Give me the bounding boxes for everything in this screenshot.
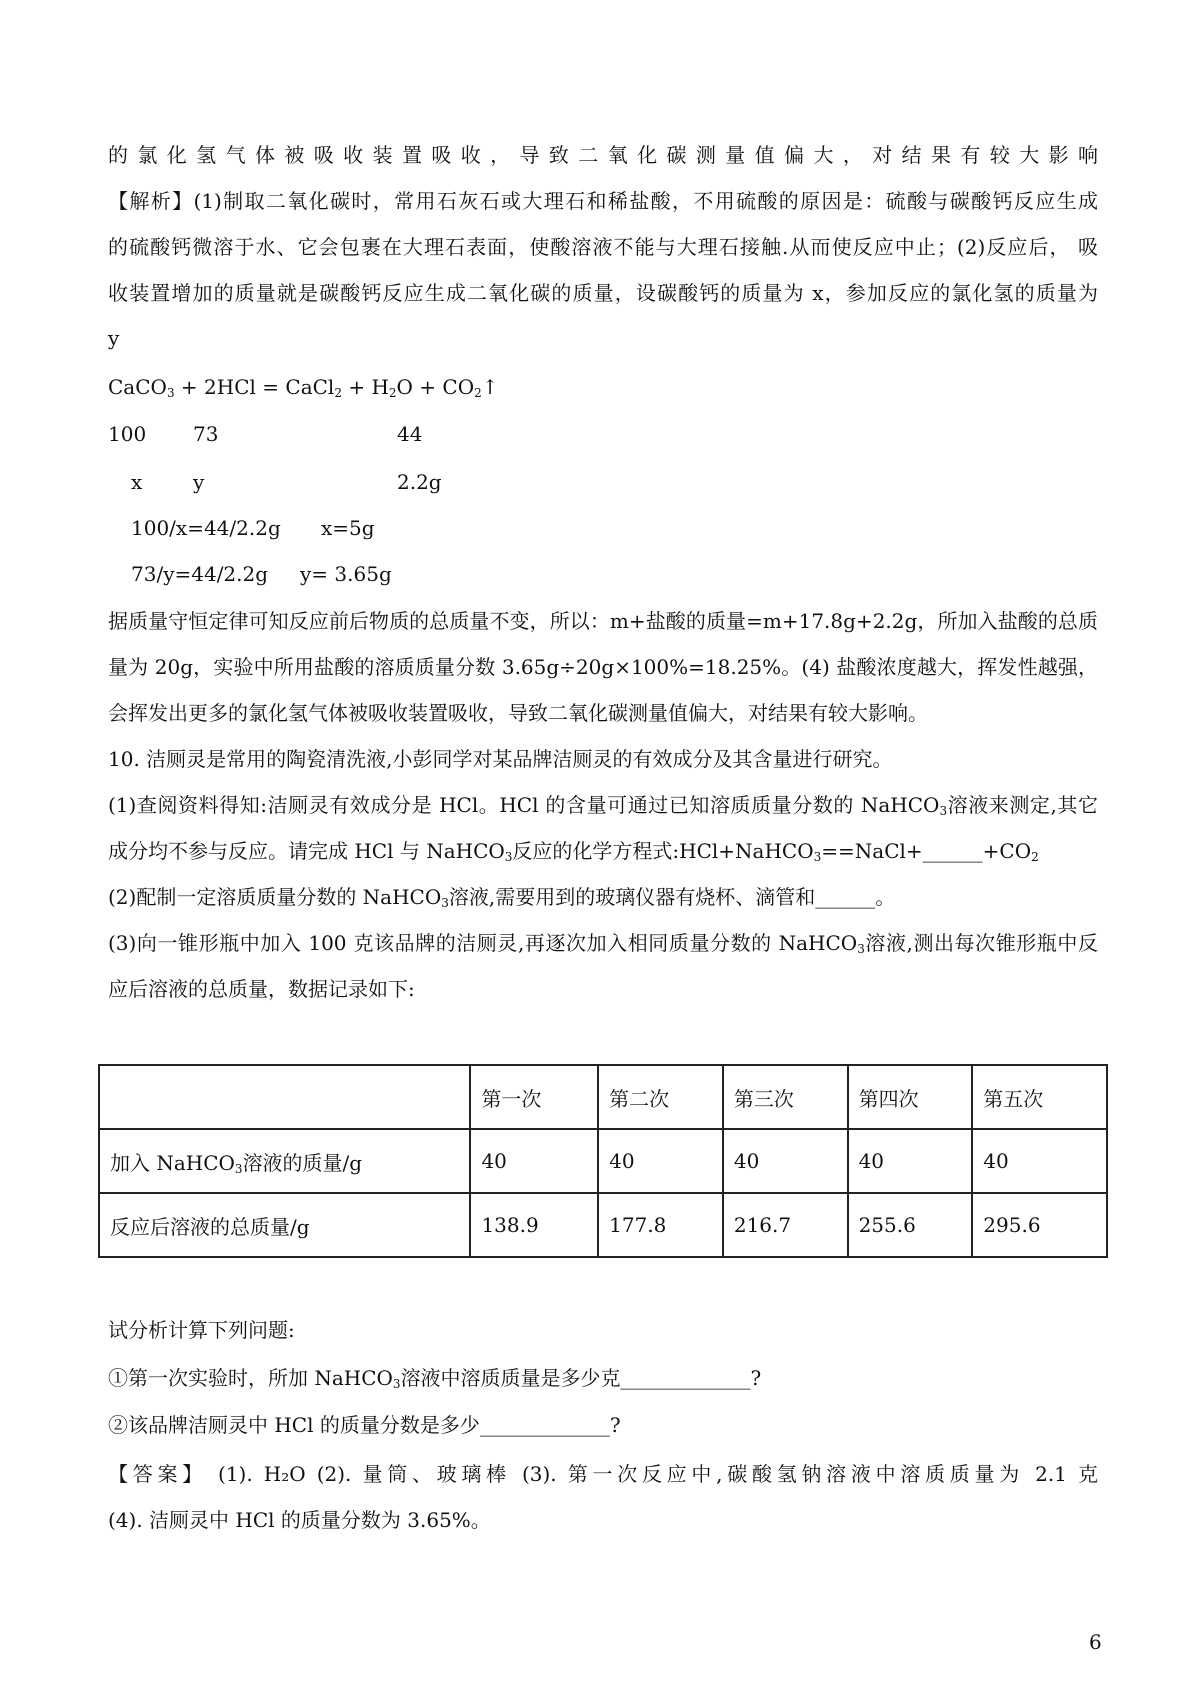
text-line: 【解析】(1)制取二氧化碳时，常用石灰石或大理石和稀盐酸，不用硫酸的原因是：硫酸与碳酸钙反应生成 — [108, 189, 1098, 213]
table-cell: 40 — [470, 1129, 598, 1193]
text-line: 据质量守恒定律可知反应前后物质的总质量不变，所以：m+盐酸的质量=m+17.8g+2.2g，所加入盐酸的总质 — [108, 609, 1098, 633]
text-line: y — [108, 326, 120, 350]
text-line: 的硫酸钙微溶于水、它会包裹在大理石表面，使酸溶液不能与大理石接触.从而使反应中止；(2)反应后， 吸 — [108, 235, 1098, 259]
table-cell: 255.6 — [848, 1193, 973, 1257]
ratio-value: 73 — [193, 422, 219, 446]
subscript: 3 — [813, 850, 822, 864]
calc-step: 100/x=44/2.2g — [131, 516, 281, 540]
chemical-equation — [108, 373, 499, 407]
ratio-value: y — [193, 470, 205, 494]
question-part — [108, 929, 1098, 963]
equation-part: O + CO — [396, 375, 475, 399]
data-table — [98, 1064, 1108, 1258]
subscript: 2 — [334, 386, 342, 400]
ratio-value: x — [131, 470, 143, 494]
subscript: 3 — [166, 386, 175, 400]
text-span: (1)查阅资料得知:洁厕灵有效成分是 HCl。HCl 的含量可通过已知溶质质量分数的 NaHCO — [108, 793, 940, 817]
table-row — [99, 1129, 1107, 1193]
calc-result: x=5g — [321, 516, 375, 540]
table-header-cell: 第三次 — [723, 1065, 848, 1129]
subscript: 3 — [857, 942, 865, 956]
subscript: 3 — [392, 1377, 401, 1391]
text-span: 溶液中溶质质量是多少克_____________? — [400, 1366, 762, 1390]
text-span: (2)配制一定溶质质量分数的 NaHCO — [108, 885, 442, 909]
answer-line: (4). 洁厕灵中 HCl 的质量分数为 3.65%。 — [108, 1508, 491, 1532]
text-span: 反应的化学方程式:HCl+NaHCO — [512, 839, 814, 863]
text-line: 会挥发出更多的氯化氢气体被吸收装置吸收，导致二氧化碳测量值偏大，对结果有较大影响。 — [108, 701, 928, 725]
equation-part: CaCO — [108, 375, 167, 399]
table-cell: 40 — [598, 1129, 723, 1193]
table-cell: 216.7 — [723, 1193, 848, 1257]
table-header-cell: 第五次 — [972, 1065, 1107, 1129]
ratio-value: 100 — [108, 422, 147, 446]
text-span: ==NaCl+______+CO — [821, 839, 1032, 863]
subscript: 2 — [388, 386, 397, 400]
text-span: 溶液,测出每次锥形瓶中反 — [864, 931, 1099, 955]
subscript: 2 — [1031, 850, 1039, 864]
subscript: 3 — [939, 804, 948, 818]
question-part — [108, 837, 1039, 871]
text-span: (3)向一锥形瓶中加入 100 克该品牌的洁厕灵,再逐次加入相同质量分数的 NaHCO — [108, 931, 858, 955]
text-line: 量为 20g，实验中所用盐酸的溶质质量分数 3.65g÷20g×100%=18.25%。(4) 盐酸浓度越大，挥发性越强， — [108, 655, 1098, 679]
equation-part: ↑ — [481, 375, 499, 399]
table-header-cell: 第一次 — [470, 1065, 598, 1129]
table-row-label: 反应后溶液的总质量/g — [99, 1193, 470, 1257]
text-span: ①第一次实验时，所加 NaHCO — [108, 1366, 393, 1390]
subscript: 3 — [234, 1161, 243, 1176]
table-header-cell: 第二次 — [598, 1065, 723, 1129]
subscript: 3 — [504, 850, 513, 864]
page-number: 6 — [1089, 1630, 1102, 1654]
question-part — [108, 791, 1098, 825]
table-cell: 295.6 — [972, 1193, 1107, 1257]
calc-step: 73/y=44/2.2g — [131, 562, 269, 586]
text-span: 溶液,需要用到的玻璃仪器有烧杯、滴管和______。 — [448, 885, 896, 909]
sub-question — [108, 1364, 761, 1398]
table-row-label — [99, 1129, 470, 1193]
text-span: 溶液的质量/g — [242, 1150, 363, 1175]
subscript: 3 — [441, 896, 449, 910]
question-part: 应后溶液的总质量，数据记录如下: — [108, 977, 415, 1001]
table-cell: 40 — [723, 1129, 848, 1193]
question-part — [108, 883, 895, 917]
text-line: 试分析计算下列问题: — [108, 1318, 295, 1342]
table-row — [99, 1193, 1107, 1257]
table-cell: 40 — [848, 1129, 973, 1193]
table-header-cell — [99, 1065, 470, 1129]
text-line: 收装置增加的质量就是碳酸钙反应生成二氧化碳的质量，设碳酸钙的质量为 x，参加反应的氯化氢的质量为 — [108, 281, 1098, 305]
table-header-cell: 第四次 — [848, 1065, 973, 1129]
answer-line: 【答案】 (1). H₂O (2). 量筒、玻璃棒 (3). 第一次反应中,碳酸氢钠溶液中溶质质量为 2.1 克 — [108, 1462, 1098, 1486]
calc-result: y= 3.65g — [300, 562, 392, 586]
text-line: 的氯化氢气体被吸收装置吸收，导致二氧化碳测量值偏大，对结果有较大影响 — [108, 143, 1098, 167]
equation-part: + 2HCl = CaCl — [174, 375, 335, 399]
table-cell: 40 — [972, 1129, 1107, 1193]
text-span: 溶液来测定,其它 — [947, 793, 1098, 817]
text-span: 加入 NaHCO — [110, 1150, 235, 1175]
ratio-value: 2.2g — [397, 470, 442, 494]
subscript: 2 — [474, 386, 482, 400]
sub-question: ②该品牌洁厕灵中 HCl 的质量分数是多少_____________? — [108, 1413, 621, 1437]
ratio-value: 44 — [397, 422, 423, 446]
table-cell: 177.8 — [598, 1193, 723, 1257]
table-cell: 138.9 — [470, 1193, 598, 1257]
equation-part: + H — [341, 375, 389, 399]
text-span: 成分均不参与反应。请完成 HCl 与 NaHCO — [108, 839, 505, 863]
table-header-row — [99, 1065, 1107, 1129]
question-title: 10. 洁厕灵是常用的陶瓷清洗液,小彭同学对某品牌洁厕灵的有效成分及其含量进行研究。 — [108, 747, 893, 771]
